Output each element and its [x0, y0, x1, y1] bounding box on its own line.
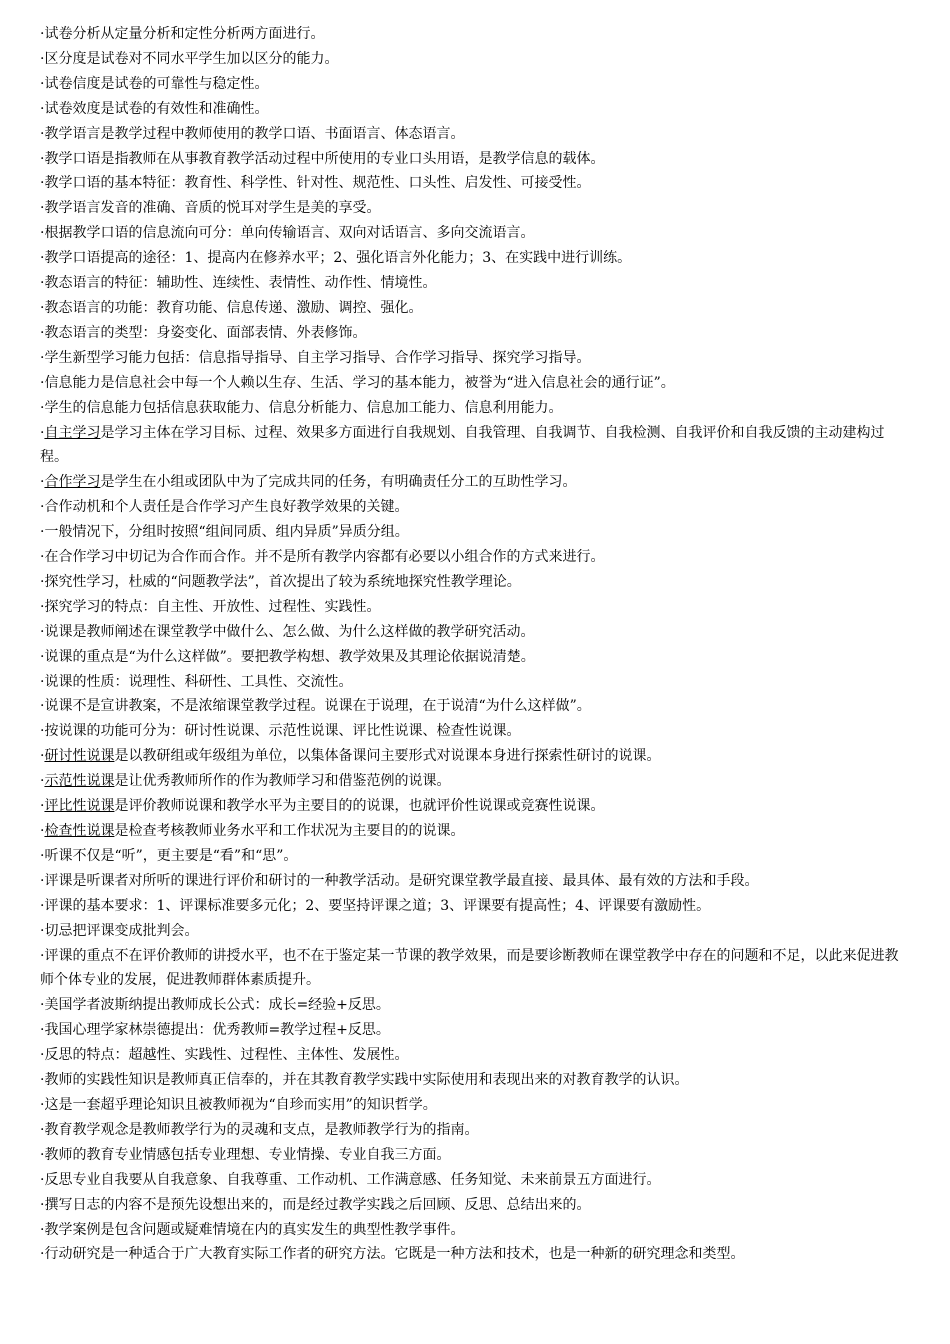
line-text: ·说课的重点是“为什么这样做”。要把教学构想、教学效果及其理论依据说清楚。: [40, 648, 535, 665]
line-text: ·教学口语的基本特征：教育性、科学性、针对性、规范性、口头性、启发性、可接受性。: [40, 175, 591, 192]
document-line: [40, 993, 912, 1018]
line-text: ·根据教学口语的信息流向可分：单向传输语言、双向对话语言、多向交流语言。: [40, 225, 535, 242]
document-line: [40, 371, 912, 396]
line-text: ·美国学者波斯纳提出教师成长公式：成长=经验+反思。: [40, 997, 390, 1014]
underlined-term: 评比性说课: [44, 798, 115, 815]
document-line: [40, 196, 912, 221]
line-text: ·探究性学习，杜威的“问题教学法”，首次提出了较为系统地探究性教学理论。: [40, 573, 521, 590]
line-text: ·我国心理学家林崇德提出：优秀教师=教学过程+反思。: [40, 1022, 390, 1039]
line-text: 是评价教师说课和教学水平为主要目的的说课，也就评价性说课或竞赛性说课。: [114, 798, 605, 815]
document-line: [40, 271, 912, 296]
document-line: [40, 844, 912, 869]
document-line: [40, 1068, 912, 1093]
line-text: ·说课的性质：说理性、科研性、工具性、交流性。: [40, 673, 353, 690]
underlined-term: 检查性说课: [44, 823, 115, 839]
document-line: [40, 221, 912, 246]
line-text: ·教学口语提高的途径：1、提高内在修养水平；2、强化语言外化能力；3、在实践中进行训练。: [40, 250, 632, 267]
document-line: [40, 919, 912, 944]
document-line: [40, 296, 912, 321]
line-text: 是学生在小组或团队中为了完成共同的任务，有明确责任分工的互助性学习。: [100, 474, 577, 491]
document-line: [40, 769, 912, 794]
document-line: [40, 694, 912, 719]
document-line: [40, 520, 912, 545]
line-text: ·这是一套超乎理论知识且被教师视为“自珍而实用”的知识哲学。: [40, 1096, 437, 1113]
document-line: [40, 1093, 912, 1118]
document-line: [40, 1218, 912, 1243]
document-line: [40, 1242, 912, 1267]
document-line: [40, 421, 912, 471]
line-text: ·评课是听课者对所听的课进行评价和研讨的一种教学活动。是研究课堂教学最直接、最具体、最有效的方法和手段。: [40, 872, 759, 889]
line-text: ·说课不是宣讲教案，不是浓缩课堂教学过程。说课在于说理，在于说清“为什么这样做”。: [40, 698, 591, 715]
bullet-prefix: ·: [40, 424, 45, 441]
line-text: ·评课的基本要求：1、评课标准要多元化；2、要坚持评课之道；3、评课要有提高性；4、评课要有激励性。: [40, 897, 711, 914]
document-line: [40, 72, 912, 97]
document-line: [40, 147, 912, 172]
line-text: ·信息能力是信息社会中每一个人赖以生存、生活、学习的基本能力，被誉为“进入信息社会的通行证”。: [40, 374, 675, 391]
document-line: [40, 246, 912, 271]
document-line: [40, 620, 912, 645]
document-line: [40, 545, 912, 570]
line-text: ·一般情况下，分组时按照“组间同质、组内异质”异质分组。: [40, 524, 409, 541]
line-text: ·反思的特点：超越性、实践性、过程性、主体性、发展性。: [40, 1047, 409, 1064]
underlined-term: 合作学习: [44, 474, 101, 491]
line-text: ·行动研究是一种适合于广大教育实际工作者的研究方法。它既是一种方法和技术，也是一种新的研究理念和类型。: [40, 1246, 745, 1263]
line-text: ·说课是教师阐述在课堂教学中做什么、怎么做、为什么这样做的教学研究活动。: [40, 623, 535, 640]
line-text: ·听课不仅是“听”，更主要是“看”和“思”。: [40, 847, 298, 864]
underlined-term: 示范性说课: [44, 773, 115, 790]
line-text: ·切忌把评课变成批判会。: [40, 922, 199, 939]
line-text: 是检查考核教师业务水平和工作状况为主要目的的说课。: [114, 823, 465, 839]
document-line: [40, 1193, 912, 1218]
document-line: [40, 321, 912, 346]
document-line: [40, 719, 912, 744]
document-line: [40, 171, 912, 196]
line-text: ·教态语言的功能：教育功能、信息传递、激励、调控、强化。: [40, 299, 423, 316]
document-line: [40, 1168, 912, 1193]
document-line: [40, 346, 912, 371]
document-line: [40, 1118, 912, 1143]
line-text: ·试卷效度是试卷的有效性和准确性。: [40, 100, 269, 117]
underlined-term: 自主学习: [44, 424, 101, 441]
document-body: [40, 22, 912, 1267]
line-text: ·教育教学观念是教师教学行为的灵魂和支点，是教师教学行为的指南。: [40, 1121, 479, 1138]
document-line: [40, 470, 912, 495]
line-text: ·按说课的功能可分为：研讨性说课、示范性说课、评比性说课、检查性说课。: [40, 723, 521, 740]
document-line: [40, 47, 912, 72]
line-text: ·反思专业自我要从自我意象、自我尊重、工作动机、工作满意感、任务知觉、未来前景五方面进行。: [40, 1171, 661, 1188]
document-line: [40, 495, 912, 520]
document-line: [40, 97, 912, 122]
line-text: 是学习主体在学习目标、过程、效果多方面进行自我规划、自我管理、自我调节、自我检测、自我评价和自我反馈的主动建构过程。: [40, 424, 885, 466]
document-line: [40, 869, 912, 894]
line-text: ·学生的信息能力包括信息获取能力、信息分析能力、信息加工能力、信息利用能力。: [40, 399, 563, 416]
document-line: [40, 122, 912, 147]
document-line: [40, 570, 912, 595]
line-text: ·区分度是试卷对不同水平学生加以区分的能力。: [40, 50, 339, 67]
line-text: ·教学案例是包含问题或疑难情境在内的真实发生的典型性教学事件。: [40, 1221, 465, 1238]
document-line: [40, 22, 912, 47]
line-text: ·撰写日志的内容不是预先设想出来的，而是经过教学实践之后回顾、反思、总结出来的。: [40, 1196, 591, 1213]
underlined-term: 研讨性说课: [44, 748, 115, 765]
document-line: [40, 1043, 912, 1068]
line-text: 是以教研组或年级组为单位，以集体备课问主要形式对说课本身进行探索性研讨的说课。: [114, 748, 661, 765]
bullet-prefix: ·: [40, 748, 45, 765]
line-text: ·学生新型学习能力包括：信息指导指导、自主学习指导、合作学习指导、探究学习指导。: [40, 349, 591, 366]
line-text: ·探究学习的特点：自主性、开放性、过程性、实践性。: [40, 598, 381, 615]
line-text: ·合作动机和个人责任是合作学习产生良好教学效果的关键。: [40, 499, 409, 516]
bullet-prefix: ·: [40, 823, 45, 839]
line-text: ·教态语言的类型：身姿变化、面部表情、外表修饰。: [40, 324, 367, 341]
bullet-prefix: ·: [40, 798, 45, 815]
line-text: ·评课的重点不在评价教师的讲授水平，也不在于鉴定某一节课的教学效果，而是要诊断教师在课堂教学中存在的问题和不足，以此来促进教师个体专业的发展，促进教师群体素质提升。: [40, 947, 899, 989]
line-text: ·教态语言的特征：辅助性、连续性、表情性、动作性、情境性。: [40, 275, 437, 292]
line-text: ·教学语言发音的准确、音质的悦耳对学生是美的享受。: [40, 200, 381, 217]
line-text: ·教师的实践性知识是教师真正信奉的，并在其教育教学实践中实际使用和表现出来的对教育教学的认识。: [40, 1072, 689, 1089]
document-line: [40, 744, 912, 769]
line-text: 是让优秀教师所作的作为教师学习和借鉴范例的说课。: [114, 773, 451, 790]
document-line: [40, 819, 912, 844]
document-line: [40, 645, 912, 670]
document-line: [40, 894, 912, 919]
document-line: [40, 1018, 912, 1043]
document-line: [40, 670, 912, 695]
line-text: ·教学语言是教学过程中教师使用的教学口语、书面语言、体态语言。: [40, 125, 465, 142]
bullet-prefix: ·: [40, 474, 45, 491]
bullet-prefix: ·: [40, 773, 45, 790]
document-line: [40, 944, 912, 994]
document-line: [40, 595, 912, 620]
document-line: [40, 794, 912, 819]
line-text: ·教学口语是指教师在从事教育教学活动过程中所使用的专业口头用语，是教学信息的载体。: [40, 150, 605, 167]
document-line: [40, 396, 912, 421]
line-text: ·试卷分析从定量分析和定性分析两方面进行。: [40, 26, 325, 42]
document-line: [40, 1143, 912, 1168]
line-text: ·教师的教育专业情感包括专业理想、专业情操、专业自我三方面。: [40, 1146, 451, 1163]
line-text: ·试卷信度是试卷的可靠性与稳定性。: [40, 75, 269, 92]
line-text: ·在合作学习中切记为合作而合作。并不是所有教学内容都有必要以小组合作的方式来进行。: [40, 549, 605, 566]
